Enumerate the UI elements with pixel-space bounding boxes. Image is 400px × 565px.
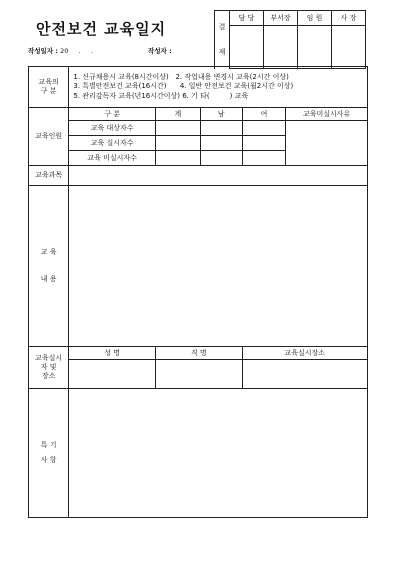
date-value[interactable]: 20 . . xyxy=(60,47,94,55)
no-attendance-reason-cell[interactable] xyxy=(286,121,368,166)
author-field xyxy=(148,46,172,55)
approval-table xyxy=(214,10,366,69)
subject-label: 교육과목 xyxy=(29,166,69,186)
approval-sign-cell[interactable] xyxy=(264,26,298,69)
personnel-header: 여 xyxy=(242,108,286,121)
approval-side-label-2: 재 xyxy=(218,47,226,56)
personnel-header: 계 xyxy=(155,108,200,121)
approval-header-cell: 임 원 xyxy=(298,11,332,26)
personnel-cell[interactable] xyxy=(155,121,200,136)
content-label-2: 내 용 xyxy=(40,275,57,283)
approval-sign-cell[interactable] xyxy=(298,26,332,69)
date-field xyxy=(28,46,93,55)
personnel-label: 교육인원 xyxy=(29,108,69,166)
content-label-1: 교 육 xyxy=(40,248,57,257)
place-label: 교육실시 자 및 장소 xyxy=(29,347,69,389)
date-label: 작성일자 : xyxy=(28,47,58,55)
approval-side-label xyxy=(215,11,230,69)
remarks-field[interactable] xyxy=(69,389,368,518)
place-cell-location[interactable] xyxy=(242,360,367,389)
remarks-label-1: 특 기 xyxy=(40,441,57,450)
remarks-label xyxy=(29,389,69,518)
approval-header-cell: 부서장 xyxy=(264,11,298,26)
approval-header-cell: 사 장 xyxy=(332,11,366,26)
subject-field[interactable] xyxy=(69,166,368,186)
personnel-header: 구 분 xyxy=(69,108,156,121)
edu-type-line[interactable]: 1. 신규채용시 교육(8시간이상) 2. 작업내용 변경시 교육(2시간 이상) xyxy=(73,72,289,81)
personnel-cell[interactable] xyxy=(200,121,242,136)
content-label xyxy=(29,186,69,347)
education-log-table xyxy=(28,66,368,518)
personnel-header: 남 xyxy=(200,108,242,121)
personnel-cell[interactable] xyxy=(200,151,242,166)
personnel-row-label: 교육 대상자수 xyxy=(69,121,156,136)
remarks-label-2: 사 항 xyxy=(40,456,57,464)
approval-sign-cell[interactable] xyxy=(332,26,366,69)
personnel-cell[interactable] xyxy=(200,136,242,151)
approval-header-cell: 담 당 xyxy=(230,11,264,26)
edu-type-label: 교육의 구 분 xyxy=(29,67,69,108)
page-title: 안전보건 교육일지 xyxy=(36,20,167,38)
personnel-cell[interactable] xyxy=(242,136,286,151)
place-cell-name[interactable] xyxy=(69,360,156,389)
edu-type-line[interactable]: 5. 관리감독자 교육(년16시간이상) 6. 기 타( ) 교육 xyxy=(73,91,249,100)
approval-side-label-1: 결 xyxy=(218,23,226,31)
place-header: 성 명 xyxy=(69,347,156,360)
personnel-cell[interactable] xyxy=(242,151,286,166)
place-cell-title[interactable] xyxy=(155,360,242,389)
personnel-cell[interactable] xyxy=(155,136,200,151)
personnel-row-label: 교육 실시자수 xyxy=(69,136,156,151)
place-header: 직 명 xyxy=(155,347,242,360)
edu-type-options xyxy=(69,67,368,108)
personnel-cell[interactable] xyxy=(242,121,286,136)
author-label: 작성자 : xyxy=(148,47,172,55)
place-header: 교육실시장소 xyxy=(242,347,367,360)
approval-sign-cell[interactable] xyxy=(230,26,264,69)
personnel-cell[interactable] xyxy=(155,151,200,166)
personnel-row-label: 교육 미실시자수 xyxy=(69,151,156,166)
content-field[interactable] xyxy=(69,186,368,347)
edu-type-line[interactable]: 3. 특별안전보건 교육(16시간) 4. 일반 안전보건 교육(월2시간 이상) xyxy=(73,82,294,91)
personnel-header: 교육미실시사유 xyxy=(286,108,368,121)
